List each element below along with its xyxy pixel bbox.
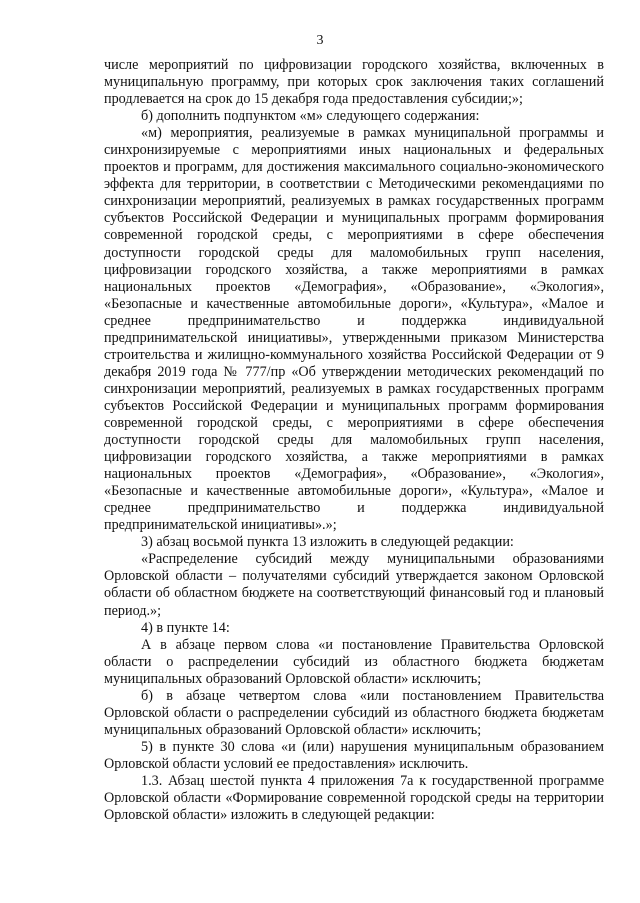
paragraph: 3) абзац восьмой пункта 13 изложить в следующей редакции: xyxy=(141,534,514,551)
document-body xyxy=(104,57,604,824)
paragraph: 5) в пункте 30 слова «и (или) нарушения муниципальным образованием Орловской области условий ее предоставления» исключить. xyxy=(104,738,604,772)
paragraph: 4) в пункте 14: xyxy=(141,619,230,636)
paragraph: «Распределение субсидий между муниципальными образованиями Орловской области – получателями субсидий утверждается законом Орловской области об областном бюджете на соответствующий финансовый год и плановый период.»; xyxy=(104,551,604,619)
paragraph: б) в абзаце четвертом слова «или постановлением Правительства Орловской области о распределении субсидий из областного бюджета бюджетам муниципальных образований Орловской области» исключить; xyxy=(104,687,604,738)
paragraph: числе мероприятий по цифровизации городского хозяйства, включенных в муниципальную программу, при которых срок заключения таких соглашений продлевается на срок до 15 декабря года предоставления субсидии;»; xyxy=(104,57,604,108)
page-number: 3 xyxy=(316,33,324,48)
paragraph: «м) мероприятия, реализуемые в рамках муниципальной программы и синхронизируемые с мероприятиями иных национальных и федеральных проектов и программ, для достижения максимального социально-экономического эффекта для территории, в соответствии с Методическими рекомендациями по синхронизации мероприятий, реализуемых в рамках государственных программ субъектов Российской Федерации и муниципальных программ формирования современной городской среды, с мероприятиями в сфере обеспечения доступности городской среды для маломобильных групп населения, цифровизации городского хозяйства, а также мероприятиями в рамках национальных проектов «Демография», «Образование», «Экология», «Безопасные и качественные автомобильные дороги», «Культура», «Малое и среднее предпринимательство и поддержка индивидуальной предпринимательской инициативы», утвержденными приказом Министерства строительства и жилищно-коммунального хозяйства Российской Федерации от 9 декабря 2019 года № 777/пр «Об утверждении методических рекомендаций по синхронизации мероприятий, реализуемых в рамках государственных программ субъектов Российской Федерации и муниципальных программ формирования современной городской среды, с мероприятиями в сфере обеспечения доступности городской среды для маломобильных групп населения, цифровизации городского хозяйства, а также мероприятиями в рамках национальных проектов «Демография», «Образование», «Экология», «Безопасные и качественные автомобильные дороги», «Культура», «Малое и среднее предпринимательство и поддержка индивидуальной предпринимательской инициативы».»; xyxy=(104,125,604,534)
paragraph: 1.3. Абзац шестой пункта 4 приложения 7а к государственной программе Орловской области «Формирование современной городской среды на территории Орловской области» изложить в следующей редакции: xyxy=(104,772,604,824)
paragraph: б) дополнить подпунктом «м» следующего содержания: xyxy=(141,108,480,125)
paragraph: А в абзаце первом слова «и постановление Правительства Орловской области о распределении субсидий из областного бюджета бюджетам муниципальных образований Орловской области» исключить; xyxy=(104,636,604,687)
